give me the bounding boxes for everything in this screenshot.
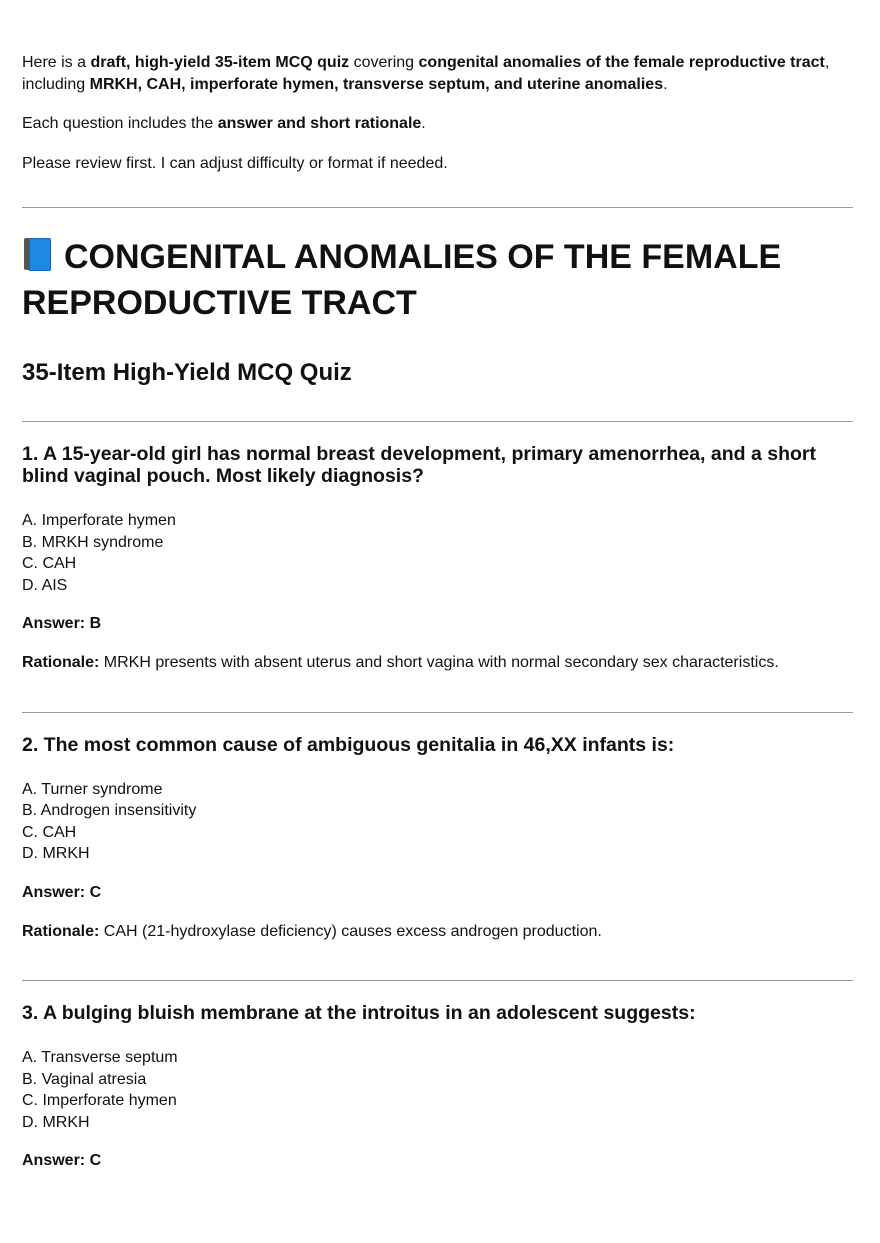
bold-text: answer and short rationale: [217, 115, 422, 132]
option: C. CAH: [22, 555, 77, 572]
question: [22, 1002, 853, 1172]
option: B. MRKH syndrome: [22, 533, 164, 551]
text: Here is a: [22, 54, 91, 71]
answer: [22, 1150, 853, 1172]
answer-text: Answer: B: [22, 615, 102, 632]
options: [22, 779, 853, 865]
option: A. Transverse septum: [22, 1049, 178, 1066]
option: D. MRKH: [22, 845, 90, 862]
blue-book-icon: [22, 237, 52, 271]
question-text: 3. A bulging bluish membrane at the introitus in an adolescent suggests:: [22, 1002, 696, 1024]
options: [22, 510, 853, 596]
divider: [22, 712, 853, 713]
option: A. Imperforate hymen: [22, 512, 176, 529]
rationale: [22, 921, 853, 943]
text: Each question includes the: [22, 115, 218, 132]
question-text: 2. The most common cause of ambiguous genitalia in 46,XX infants is:: [22, 733, 675, 756]
text: covering: [349, 54, 419, 71]
intro-paragraph-2: [22, 113, 853, 135]
question: [22, 443, 853, 713]
divider: [22, 207, 853, 208]
rationale-text: MRKH presents with absent uterus and short vagina with normal secondary sex characteristics.: [99, 654, 779, 671]
divider: [22, 980, 853, 981]
option: B. Vaginal atresia: [22, 1070, 147, 1088]
intro-paragraph-1: [22, 52, 853, 95]
answer: [22, 882, 853, 904]
bold-text: draft, high-yield 35-item MCQ quiz: [90, 54, 350, 71]
rationale: [22, 652, 853, 674]
rationale-label: Rationale:: [22, 922, 100, 940]
option: C. CAH: [22, 823, 77, 841]
question-text: 1. A 15-year-old girl has normal breast development, primary amenorrhea, and a short blind vaginal pouch. Most likely diagnosis?: [22, 443, 816, 487]
option: D. AIS: [22, 576, 68, 594]
option: C. Imperforate hymen: [22, 1092, 177, 1109]
page-title-text: CONGENITAL ANOMALIES OF THE FEMALE REPRODUCTIVE TRACT: [22, 238, 782, 322]
text: , including: [22, 54, 830, 93]
answer-text: Answer: C: [22, 1152, 102, 1169]
options: [22, 1047, 853, 1133]
page-title: [22, 234, 853, 326]
subtitle: 35-Item High-Yield MCQ Quiz: [22, 359, 352, 386]
intro-paragraph-3: Please review first. I can adjust difficulty or format if needed.: [22, 154, 448, 172]
rationale-text: CAH (21-hydroxylase deficiency) causes excess androgen production.: [99, 922, 602, 940]
divider: [22, 421, 853, 422]
text: .: [663, 75, 668, 93]
option: B. Androgen insensitivity: [22, 802, 197, 819]
option: A. Turner syndrome: [22, 780, 163, 798]
intro: [22, 52, 853, 174]
bold-text: congenital anomalies of the female reproductive tract: [418, 54, 825, 71]
bold-text: MRKH, CAH, imperforate hymen, transverse septum, and uterine anomalies: [89, 75, 664, 93]
question: [22, 734, 853, 982]
option: D. MRKH: [22, 1113, 90, 1131]
rationale-label: Rationale:: [22, 654, 100, 671]
answer: [22, 613, 853, 635]
text: .: [421, 115, 426, 132]
question-list: [22, 443, 853, 1172]
answer-text: Answer: C: [22, 883, 102, 901]
